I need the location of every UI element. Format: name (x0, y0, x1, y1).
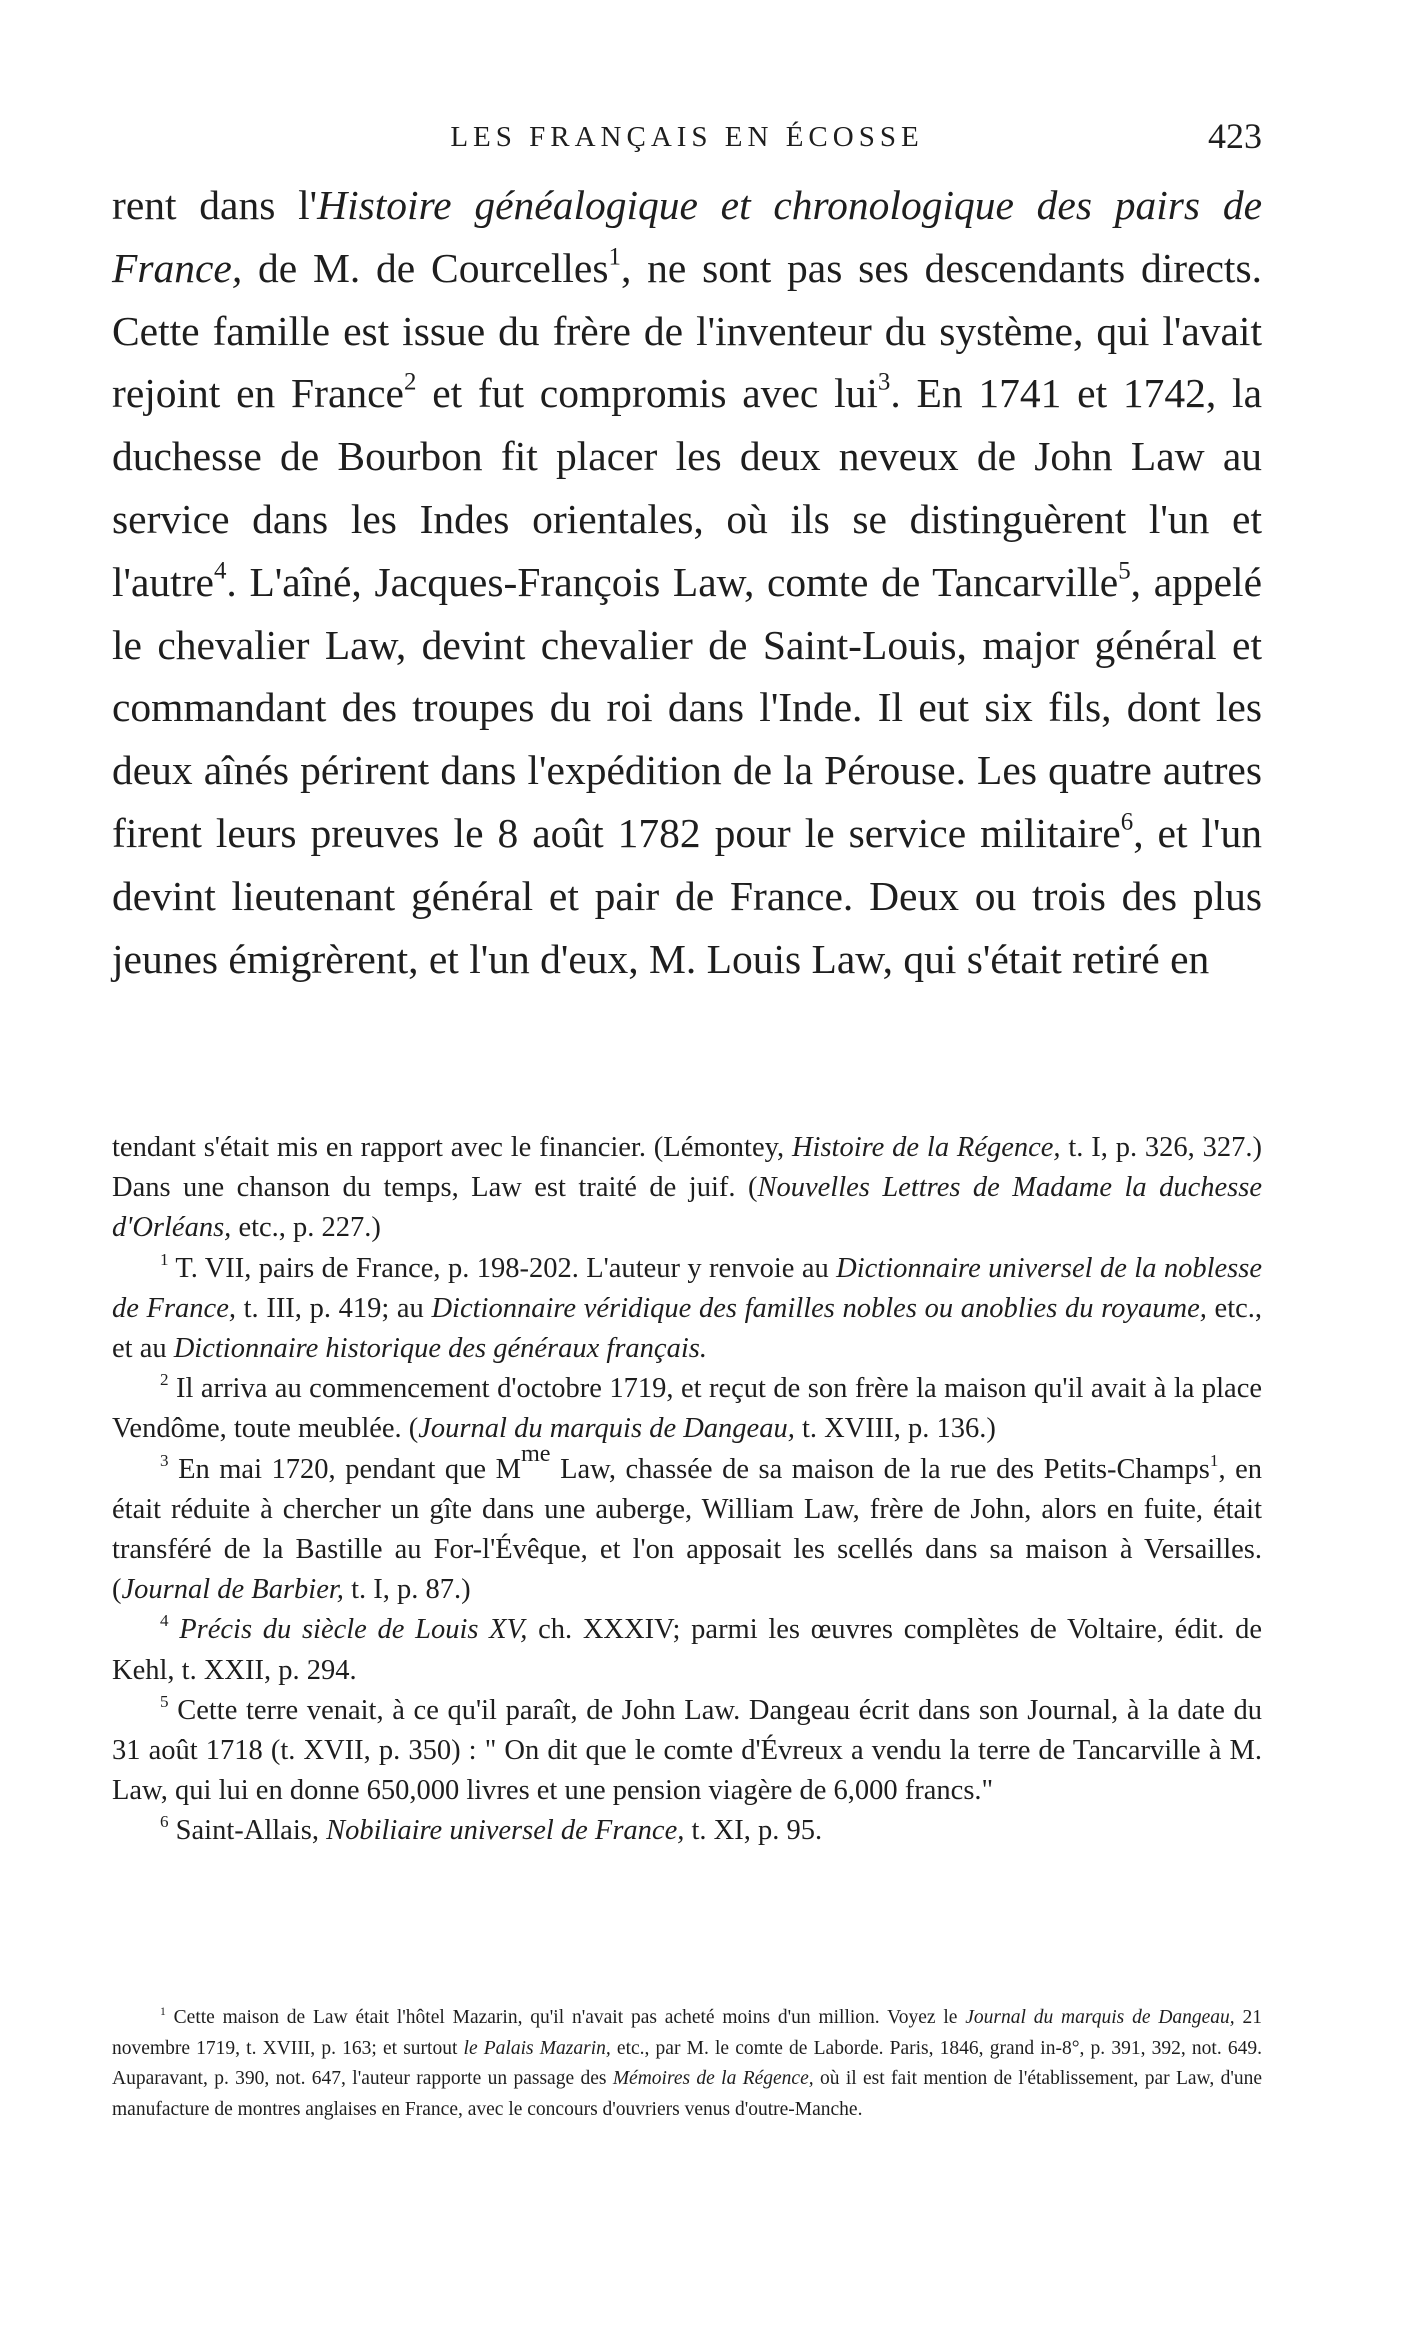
footnote-ref: 4 (213, 557, 227, 585)
text-run: , en était réduite à chercher un gîte dans une auberge, William Law, frère de John, alors en fuite, était transféré de la Bastille au For-l'Évêque, et l'on apposait les scellés dans sa maison à Versailles. ( (112, 1453, 1262, 1606)
italic-title: Dictionnaire universel de la noblesse de France, (112, 1252, 1262, 1324)
italic-title: le Palais Mazarin, (463, 2037, 611, 2059)
text-run: , ne sont pas ses descendants directs. Cette famille est issue du frère de l'inventeur du système, qui l'avait rejoint en France (112, 244, 1262, 417)
text-run: T. VII, pairs de France, p. 198-202. L'auteur y renvoie au (168, 1252, 837, 1284)
footnote-ref: 5 (1118, 557, 1131, 585)
footnote-ref: 1 (1209, 1450, 1219, 1470)
footnote-1 (112, 1249, 1262, 1370)
footnote-6 (112, 1811, 1262, 1851)
text-run: rent dans l' (112, 182, 318, 228)
text-run: ch. XXXIV; parmi les œuvres complètes de Voltaire, édit. de Kehl, t. XXII, p. 294. (112, 1614, 1262, 1686)
text-run: , et l'un devint lieutenant général et pair de France. Deux ou trois des plus jeunes émigrèrent, et l'un d'eux, M. Louis Law, qui s'était retiré en (112, 809, 1262, 982)
text-run: Cette terre venait, à ce qu'il paraît, de John Law. Dangeau écrit dans son Journal, à la date du 31 août 1718 (t. XVII, p. 350) : " On dit que le comte d'Évreux a vendu la terre de Tancarville à M. Law, qui lui en donne 650,000 livres et une pension viagère de 6,000 francs." (112, 1694, 1262, 1807)
text-run: etc., et au (112, 1292, 1263, 1365)
text-run: Il arriva au commencement d'octobre 1719, et reçut de son frère la maison qu'il avait à la place Vendôme, toute meublée. ( (112, 1373, 1262, 1445)
text-run: . L'aîné, Jacques-François Law, comte de Tancarville (226, 558, 1119, 605)
footnote-number: 2 (160, 1370, 169, 1390)
text-run: etc., p. 227.) (231, 1212, 381, 1244)
footnote-number: 4 (160, 1611, 169, 1631)
text-run: t. III, p. 419; au (235, 1292, 432, 1324)
main-paragraph (112, 174, 1262, 990)
text-run: Law, chassée de sa maison de la rue des Petits-Champs (550, 1453, 1210, 1485)
text-run: Saint-Allais, (168, 1815, 327, 1847)
text-run: t. I, p. 87.) (343, 1574, 471, 1606)
footnote-2 (112, 1369, 1262, 1449)
sub-footnote-1 (112, 2003, 1262, 2125)
text-run: En mai 1720, pendant que M (168, 1453, 521, 1485)
footnote-number: 6 (160, 1812, 169, 1832)
sub-footnotes (112, 2003, 1262, 2125)
italic-title: Histoire généalogique et chronologique des pairs de France, (112, 182, 1262, 291)
italic-title: Mémoires de la Régence, (612, 2068, 814, 2089)
footnote-number: 1 (160, 1249, 169, 1269)
footnote-number: 5 (160, 1691, 169, 1711)
page-number: 423 (1208, 116, 1262, 156)
text-run: tendant s'était mis en rapport avec le financier. (Lémontey, (112, 1132, 792, 1163)
main-text (112, 174, 1262, 990)
italic-title: Nouvelles Lettres de Madame la duchesse d'Orléans, (112, 1172, 1262, 1244)
superscript-abbrev: me (520, 1439, 551, 1467)
footnote-number: 3 (160, 1450, 169, 1470)
text-run: Cette maison de Law était l'hôtel Mazarin, qu'il n'avait pas acheté moins d'un million. Voyez le (165, 2007, 966, 2028)
italic-title: Précis du siècle de Louis XV, (168, 1614, 528, 1646)
text-run: où il est fait mention de l'établissement, par Law, d'une manufacture de montres anglaises en France, avec le concours d'ouvriers venus d'outre-Manche. (112, 2068, 1262, 2120)
text-run: 21 novembre 1719, t. XVIII, p. 163; et surtout (112, 2007, 1263, 2059)
text-run: , appelé le chevalier Law, devint chevalier de Saint-Louis, major général et commandant des troupes du roi dans l'Inde. Il eut six fils, dont les deux aînés périrent dans l'expédition de la Pérouse. Les quatre autres firent leurs preuves le 8 août 1782 pour le service militaire (112, 558, 1262, 856)
footnote-5 (112, 1691, 1262, 1812)
footnote-3 (112, 1439, 1262, 1611)
footnote-ref: 6 (1120, 808, 1134, 836)
text-run: de M. de Courcelles (242, 244, 609, 291)
italic-title: Journal du marquis de Dangeau, (965, 2007, 1235, 2028)
footnote-4 (112, 1610, 1262, 1690)
running-title: LES FRANÇAIS EN ÉCOSSE (450, 121, 924, 153)
footnote-number: 1 (160, 2004, 166, 2018)
footnote-ref: 2 (403, 368, 417, 396)
italic-title: Nobiliaire universel de France, (326, 1815, 685, 1847)
running-header (112, 115, 1262, 165)
text-run: . En 1741 et 1742, la duchesse de Bourbon fit placer les deux neveux de John Law au service dans les Indes orientales, où ils se distinguèrent l'un et l'autre (112, 370, 1262, 605)
italic-title: Histoire de la Régence, (791, 1132, 1061, 1163)
footnote-continued (112, 1128, 1262, 1249)
text-run: t. XVIII, p. 136.) (794, 1413, 996, 1445)
footnotes (112, 1128, 1262, 1852)
footnote-ref: 1 (608, 243, 621, 271)
text-run: etc., par M. le comte de Laborde. Paris, 1846, grand in-8°, p. 391, 392, not. 649. Auparavant, p. 390, not. 647, l'auteur rapporte un passage des (112, 2037, 1262, 2089)
text-run: t. I, p. 326, 327.) Dans une chanson du temps, Law est traité de juif. ( (112, 1132, 1262, 1204)
italic-title: Dictionnaire véridique des familles nobles ou anoblies du royaume, (431, 1292, 1207, 1324)
italic-title: Journal du marquis de Dangeau, (418, 1413, 795, 1445)
footnote-ref: 3 (877, 368, 891, 396)
text-run: et fut compromis avec lui (416, 370, 878, 417)
italic-title: Dictionnaire historique des généraux français. (173, 1333, 707, 1365)
italic-title: Journal de Barbier, (121, 1574, 344, 1606)
text-run: t. XI, p. 95. (684, 1815, 823, 1847)
